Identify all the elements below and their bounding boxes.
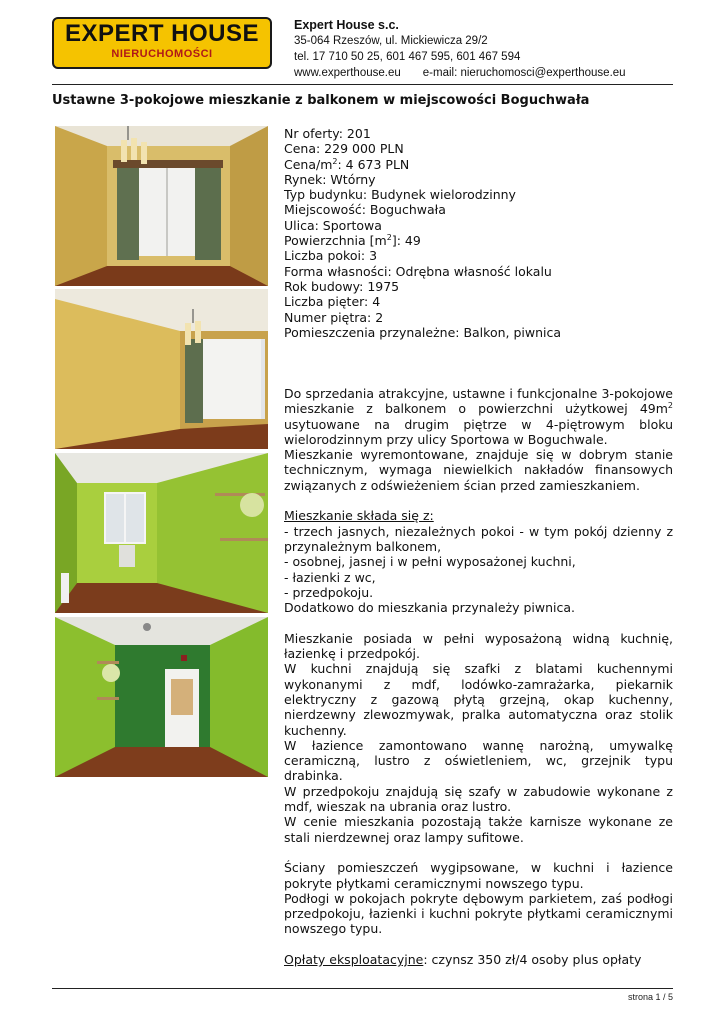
composition-item: - przedpokoju.: [284, 584, 374, 600]
spec-ownership: Forma własności: Odrębna własność lokalu: [284, 263, 552, 279]
description-bathroom: W łazience zamontowano wannę narożną, umywalkę ceramiczną, lustro z oświetleniem, wc, grzejnik typu drabinka.: [284, 737, 673, 784]
spec-price-per-m2-label: Cena/m: [284, 156, 333, 172]
company-web-row: [294, 65, 694, 81]
company-name: Expert House s.c.: [294, 18, 399, 32]
composition-item: - osobnej, jasnej i w pełni wyposażonej kuchni,: [284, 554, 576, 570]
fees-text: : czynsz 350 zł/4 osoby plus opłaty: [423, 951, 642, 967]
composition-heading: Mieszkanie składa się z:: [284, 508, 434, 524]
header-divider: [52, 84, 673, 85]
company-phones: tel. 17 710 50 25, 601 467 595, 601 467 594: [294, 51, 521, 63]
spec-offer-number: Nr oferty: 201: [284, 126, 371, 141]
description-equipment: Mieszkanie posiada w pełni wyposażoną widną kuchnię, łazienkę i przedpokój.: [284, 630, 673, 662]
spec-area-value: ]: 49: [391, 233, 421, 249]
company-website-link[interactable]: www.experthouse.eu: [294, 67, 401, 79]
spec-floors: Liczba pięter: 4: [284, 294, 381, 310]
spec-area-label: Powierzchnia [m: [284, 233, 387, 249]
photo-room-2: [55, 289, 268, 449]
description-kitchen: W kuchni znajdują się szafki z blatami kuchennymi wykonanymi z mdf, lodówko-zamrażarka, piekarnik elektryczny z gazową płytą grzejną, okap kuchenny, nierdzewny zlewozmywak, pralka automatyczna oraz stolik kuchenny.: [284, 661, 673, 738]
description-floors: Podłogi w pokojach pokryte dębowym parkietem, zaś podłogi przedpokoju, łazienki i kuchni pokryte płytkami ceramicznymi nowszego typu.: [284, 890, 673, 937]
spec-floor-number: Numer piętra: 2: [284, 309, 384, 325]
logo-title: EXPERT HOUSE: [64, 20, 260, 47]
company-logo: [52, 17, 272, 69]
description-intro-b: usytuowane na drugim piętrze w 4-piętrowym bloku wielorodzinnym przy ulicy Sportowa w Boguchwale.: [284, 416, 673, 447]
spec-market: Rynek: Wtórny: [284, 171, 376, 187]
spec-rooms: Liczba pokoi: 3: [284, 248, 378, 264]
spec-building-type: Typ budynku: Budynek wielorodzinny: [284, 187, 516, 203]
property-specs: [284, 126, 674, 340]
company-info: [294, 17, 694, 81]
composition-item: - łazienki z wc,: [284, 569, 376, 585]
description-cellar: Dodatkowo do mieszkania przynależy piwnica.: [284, 600, 575, 616]
description-fees: [284, 952, 673, 967]
photo-room-4: [55, 617, 268, 777]
spec-price: Cena: 229 000 PLN: [284, 141, 404, 157]
property-description: [284, 386, 673, 967]
spec-town: Miejscowość: Boguchwała: [284, 202, 446, 218]
spec-year-built: Rok budowy: 1975: [284, 278, 400, 294]
footer-divider: [52, 988, 673, 989]
company-email-link[interactable]: e-mail: nieruchomosci@experthouse.eu: [422, 67, 626, 79]
page-number: strona 1 / 5: [627, 992, 673, 1002]
composition-item: - trzech jasnych, niezależnych pokoi - w tym pokój dzienny z przynależnym balkonem,: [284, 523, 673, 554]
description-intro: [284, 386, 673, 447]
listing-title: Ustawne 3-pokojowe mieszkanie z balkonem w miejscowości Boguchwała: [52, 93, 590, 108]
photo-room-1: [55, 126, 268, 286]
fees-label: Opłaty eksploatacyjne: [284, 951, 424, 967]
spec-street: Ulica: Sportowa: [284, 217, 382, 233]
spec-extra-rooms: Pomieszczenia przynależne: Balkon, piwnica: [284, 324, 562, 340]
spec-price-per-m2-sup: 2: [332, 156, 338, 166]
logo-subtitle: NIERUCHOMOŚCI: [111, 48, 213, 60]
description-intro-a: Do sprzedania atrakcyjne, ustawne i funkcjonalne 3-pokojowe mieszkanie z balkonem o powierzchni użytkowej 49m: [284, 386, 673, 417]
description-hallway: W przedpokoju znajdują się szafy w zabudowie wykonane z mdf, wieszak na ubrania oraz lustro.: [284, 783, 673, 815]
company-address: 35-064 Rzeszów, ul. Mickiewicza 29/2: [294, 35, 488, 47]
spec-area: [284, 233, 674, 248]
spec-price-per-m2: [284, 157, 674, 172]
description-included: W cenie mieszkania pozostają także karnisze wykonane ze stali nierdzewnej oraz lampy sufitowe.: [284, 814, 673, 845]
spec-price-per-m2-value: : 4 673 PLN: [337, 156, 410, 172]
spec-area-sup: 2: [386, 232, 392, 242]
description-walls: Ściany pomieszczeń wygipsowane, w kuchni i łazience pokryte płytkami ceramicznymi nowszego typu.: [284, 860, 673, 891]
description-condition: Mieszkanie wyremontowane, znajduje się w dobrym stanie technicznym, wymaga niewielkich nakładów finansowych związanych z odświeżeniem ścian przed zamieszkaniem.: [284, 447, 673, 493]
photo-room-3: [55, 453, 268, 613]
description-intro-sup: 2: [667, 401, 673, 411]
